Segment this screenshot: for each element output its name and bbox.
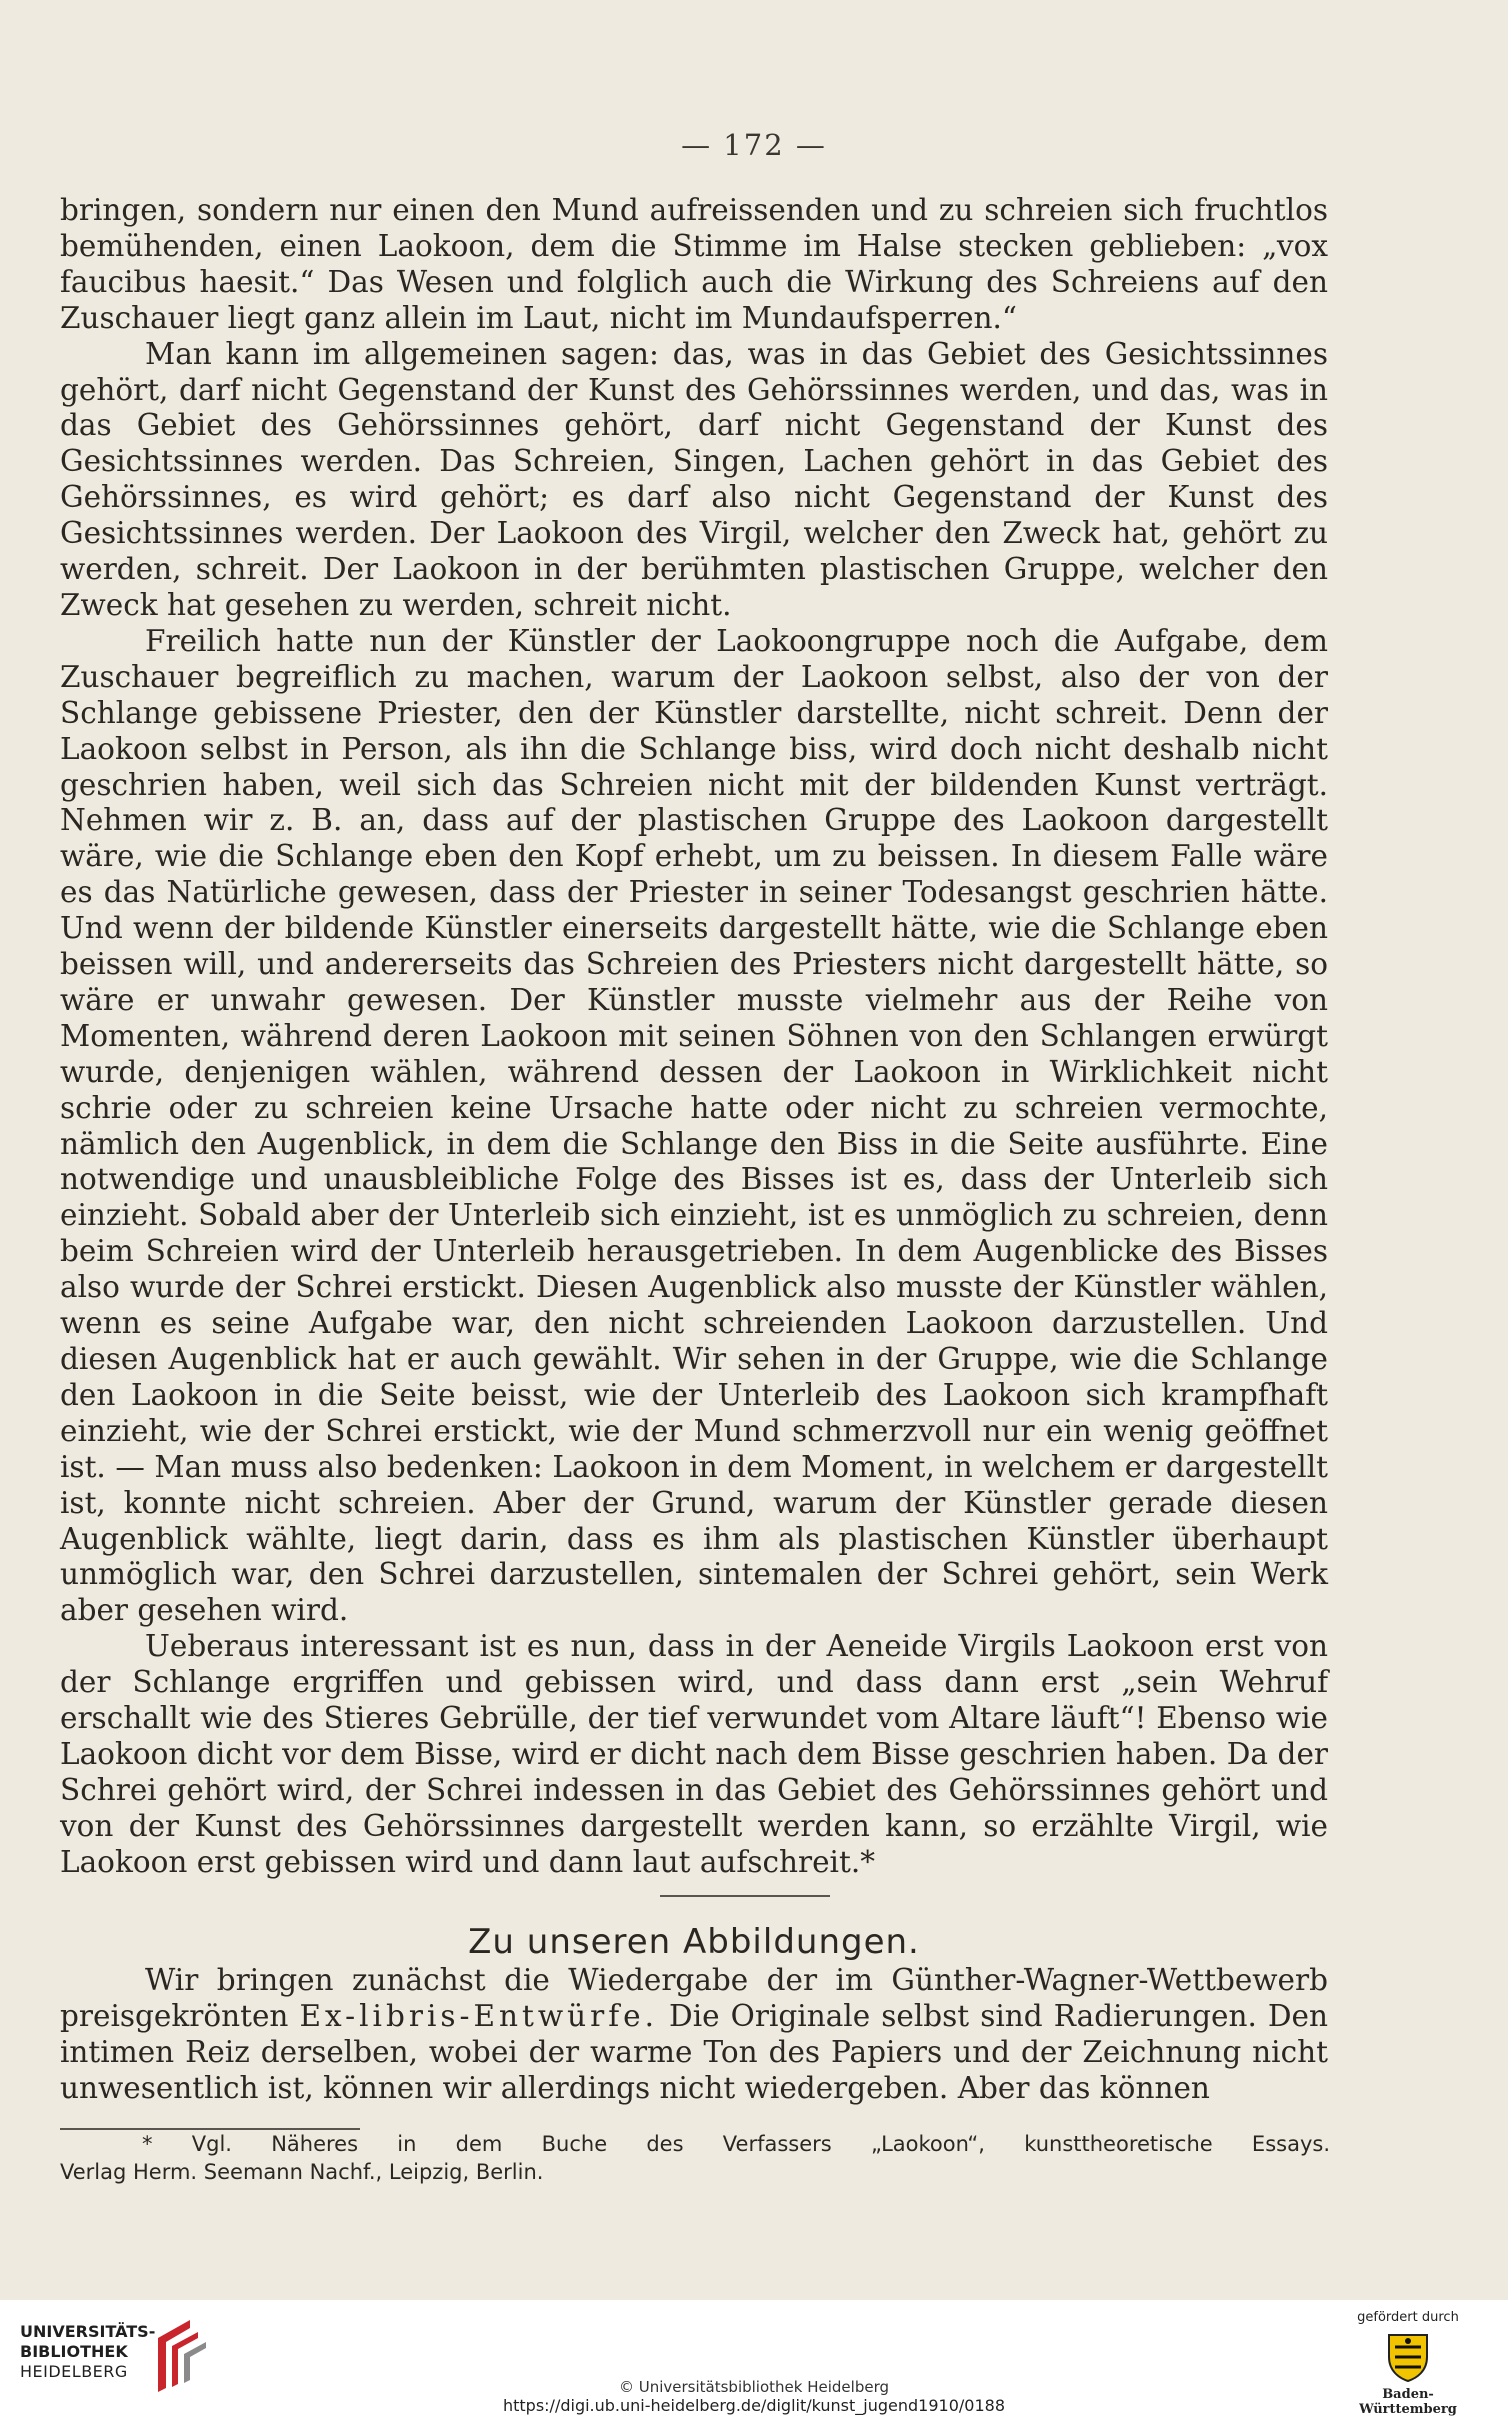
footer-bar (0, 2300, 1508, 2417)
permalink-url[interactable]: https://digi.ub.uni-heidelberg.de/diglit/kunst_jugend1910/0188 (502, 2396, 1005, 2415)
copyright-notice: © Universitätsbibliothek Heidelberg (618, 2378, 889, 2396)
paragraph-4: Ueberaus interessant ist es nun, dass in der Aeneide Virgils Laokoon erst von der Schlange ergriffen und gebissen wird, und dass dann erst „sein Wehruf erschallt wie des Stieres Gebrülle, der tief verwundet vom Altare läuft“! Ebenso wie Laokoon dicht vor dem Bisse, wird er dicht nach dem Bisse geschrien haben. Da der Schrei gehört wird, der Schrei indessen in das Gebiet des Gehörssinnes gehört und von der Kunst des Gehörssinnes dargestellt werden kann, so erzählte Virgil, wie Laokoon erst gebissen wird und dann laut aufschreit.* (60, 1629, 1328, 1879)
section-divider (660, 1895, 830, 1897)
library-line-1: UNIVERSITÄTS- (20, 2322, 156, 2341)
paragraph-3: Freilich hatte nun der Künstler der Laokoongruppe noch die Aufgabe, dem Zuschauer begreiflich zu machen, warum der Laokoon selbst, also der von der Schlange gebissene Priester, den der Künstler darstellte, nicht schreit. Denn der Laokoon selbst in Person, als ihn die Schlange biss, wird doch nicht deshalb nicht geschrien haben, weil sich das Schreien nicht mit der bildenden Kunst verträgt. Nehmen wir z. B. an, dass auf der plastischen Gruppe des Laokoon dargestellt wäre, wie die Schlange eben den Kopf erhebt, um zu beissen. In diesem Falle wäre es das Natürliche gewesen, dass der Priester in seiner Todesangst geschrien hätte. Und wenn der bildende Künstler einerseits dargestellt hätte, wie die Schlange eben beissen will, und andererseits das Schreien des Priesters nicht dargestellt hätte, so wäre er unwahr gewesen. Der Künstler musste vielmehr aus der Reihe von Momenten, während deren Laokoon mit seinen Söhnen von den Schlangen erwürgt wurde, denjenigen wählen, während dessen der Laokoon in Wirklichkeit nicht schrie oder zu schreien keine Ursache hatte oder nicht zu schreien vermochte, nämlich den Augenblick, in dem die Schlange den Biss in die Seite ausführte. Eine notwendige und unausbleibliche Folge des Bisses ist es, dass der Unterleib sich einzieht. Sobald aber der Unterleib sich einzieht, ist es unmöglich zu schreien, denn beim Schreien wird der Unterleib herausgetrieben. In dem Augenblicke des Bisses also wurde der Schrei erstickt. Diesen Augenblick also musste der Künstler wählen, wenn es seine Aufgabe war, den nicht schreienden Laokoon darzustellen. Und diesen Augenblick hat er auch gewählt. Wir sehen in der Gruppe, wie die Schlange den Laokoon in die Seite beisst, wie der Unterleib des Laokoon sich krampfhaft einzieht, wie der Schrei erstickt, wie der Mund schmerzvoll nur ein wenig geöffnet ist. — Man muss also bedenken: Laokoon in dem Moment, in welchem er dargestellt ist, konnte nicht schreien. Aber der Grund, warum der Künstler gerade diesen Augenblick wählte, liegt darin, dass es ihm als plastischen Künstler überhaupt unmöglich war, den Schrei darzustellen, sintemalen der Schrei gehört, sein Werk aber gesehen wird. (60, 623, 1328, 1628)
section-text-before: Wir bringen zunächst die Wiedergabe der im Günther-Wagner-Wettbewerb preisgekrönten (60, 1963, 1328, 2033)
section-text-after: Die Originale selbst sind Radierungen. Den intimen Reiz derselben, wobei der warme Ton des Papiers und der Zeichnung nicht unwesentlich ist, können wir allerdings nicht wiedergeben. Aber das können (60, 1998, 1328, 2105)
section-paragraph (60, 1963, 1328, 2107)
library-name (20, 2322, 155, 2382)
article-body (60, 193, 1328, 1881)
funding-credit (1338, 2310, 1478, 2417)
funding-label: gefördert durch (1357, 2310, 1459, 2325)
library-line-3: HEIDELBERG (20, 2362, 128, 2381)
section-spaced-term: Ex-libris-Entwürfe. (299, 1998, 658, 2033)
paragraph-2: Man kann im allgemeinen sagen: das, was in das Gebiet des Gesichtssinnes gehört, darf nicht Gegenstand der Kunst des Gehörssinnes werden, und das, was in das Gebiet des Gehörssinnes gehört, darf nicht Gegenstand der Kunst des Gesichtssinnes werden. Das Schreien, Singen, Lachen gehört in das Gebiet des Gehörssinnes, es wird gehört; es darf also nicht Gegenstand der Kunst des Gesichtssinnes werden. Der Laokoon des Virgil, welcher den Zweck hat, gehört zu werden, schreit. Der Laokoon in der berühmten plastischen Gruppe, welcher den Zweck hat gesehen zu werden, schreit nicht. (60, 336, 1328, 622)
footnote-line-1: * Vgl. Näheres in dem Buche des Verfassers „Laokoon“, kunsttheoretische Essays. (142, 2132, 1330, 2156)
footnote (60, 2130, 1330, 2186)
coat-of-arms-icon (1385, 2331, 1431, 2383)
paragraph-1: bringen, sondern nur einen den Mund aufreissenden und zu schreien sich fruchtlos bemühenden, einen Laokoon, dem die Stimme im Halse stecken geblieben: „vox faucibus haesit.“ Das Wesen und folglich auch die Wirkung des Schreiens auf den Zuschauer liegt ganz allein im Laut, nicht im Mundaufsperren.“ (60, 193, 1328, 335)
section-heading: Zu unseren Abbildungen. (468, 1922, 920, 1962)
funding-state: Baden-Württemberg (1359, 2387, 1457, 2417)
footnote-line-2: Verlag Herm. Seemann Nachf., Leipzig, Berlin. (60, 2160, 544, 2184)
page-number: — 172 — (681, 128, 827, 162)
library-line-2: BIBLIOTHEK (20, 2342, 128, 2361)
